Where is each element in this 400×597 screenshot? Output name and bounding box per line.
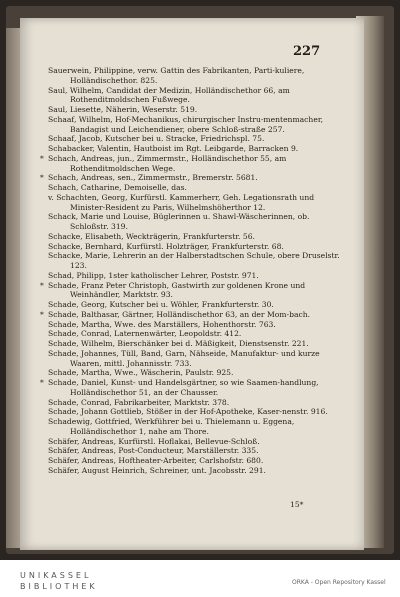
entry-text: Schäfer, Andreas, Kurfürstl. Hoflakai, Bellevue-Schloß.: [48, 436, 260, 446]
entry-text: Schade, Johannes, Tüll, Band, Garn, Nähseide, Manufaktur- und kurze Waaren, mittl. Johannisstr. 733.: [48, 348, 320, 368]
entry-text: Schadewig, Gottfried, Werkführer bei u. Thielemann u. Eggena, Holländischethor 1, nahe am Thore.: [48, 417, 295, 436]
directory-entry: [48, 251, 344, 271]
directory-entry: [48, 271, 344, 281]
entry-text: Schacke, Bernhard, Kurfürstl. Holzträger, Frankfurterstr. 68.: [48, 241, 284, 251]
directory-entry: [40, 153, 344, 174]
library-logo-line1: UNIKASSEL: [20, 571, 92, 580]
entry-text: Schaaf, Wilhelm, Hof-Mechanikus, chirurgischer Instru-mentenmacher, Bandagist und Leichendiener, obere Schloß-straße 257.: [48, 114, 324, 134]
directory-entry: [48, 193, 344, 213]
asterisk-marker: *: [40, 280, 44, 290]
entry-text: Schade, Wilhelm, Bierschänker bei d. Mäßigkeit, Dienstsenstr. 221.: [48, 339, 309, 348]
directory-entry: [48, 134, 344, 144]
directory-entry: [48, 66, 344, 86]
directory-entry: [48, 407, 344, 417]
directory-entry: [48, 320, 344, 330]
asterisk-marker: *: [40, 309, 44, 319]
directory-entries: [40, 66, 344, 476]
printer-signature: 15*: [290, 500, 304, 509]
directory-entry: [40, 378, 344, 398]
asterisk-marker: *: [40, 153, 44, 163]
directory-entry: [40, 309, 344, 320]
directory-entry: [48, 349, 344, 369]
entry-text: Schach, Andreas, jun., Zimmermstr., Holländischethor 55, am Rothenditmoldschen Wege.: [48, 153, 287, 173]
directory-entry: [48, 466, 344, 476]
entry-text: Schade, Conrad, Laternenwärter, Leopoldstr. 412.: [48, 329, 242, 339]
entry-text: Schade, Johann Gottlieb, Stößer in der Hof-Apotheke, Kaser-nenstr. 916.: [48, 407, 328, 417]
directory-entry: [48, 242, 344, 252]
directory-entry: [48, 144, 344, 154]
entry-text: Schade, Martha, Wwe. des Marställers, Hohenthorstr. 763.: [48, 319, 276, 329]
asterisk-marker: *: [40, 173, 44, 183]
entry-text: Schäfer, Andreas, Hoftheater-Arbeiter, Carlshofstr. 680.: [48, 456, 264, 465]
directory-entry: [48, 105, 344, 115]
entry-text: Saul, Wilhelm, Candidat der Medizin, Holländischethor 66, am Rothenditmoldschen Fußwege.: [48, 85, 290, 105]
library-logo-line2: BIBLIOTHEK: [20, 582, 98, 591]
directory-entry: [48, 86, 344, 106]
entry-text: Schaaf, Jacob, Kutscher bei u. Stracke, Friedrichspl. 75.: [48, 134, 265, 144]
directory-entry: [48, 417, 344, 437]
entry-text: Schabacker, Valentin, Hautboist im Rgt. Leibgarde, Barracken 9.: [48, 144, 299, 153]
entry-text: Schade, Conrad, Fabrikarbeiter, Marktstr. 378.: [48, 397, 230, 407]
entry-text: v. Schachten, Georg, Kurfürstl. Kammerherr, Geh. Legationsrath und Minister-Resident zu Paris, Wilhelmshöherthor 12.: [48, 192, 315, 212]
entry-text: Schade, Daniel, Kunst- und Handelsgärtner, so wie Saamen-handlung, Holländischethor 51, an der Chausser.: [48, 378, 319, 397]
entry-text: Schäfer, August Heinrich, Schreiner, unt. Jacobsstr. 291.: [48, 465, 266, 475]
repository-credit[interactable]: ORKA - Open Repository Kassel: [292, 579, 386, 586]
entry-text: Saul, Liesette, Näherin, Weserstr. 519.: [48, 105, 198, 114]
directory-entry: [48, 368, 344, 378]
entry-text: Schade, Georg, Kutscher bei u. Wöhler, Frankfurterstr. 30.: [48, 300, 274, 309]
entry-text: Schack, Marie und Louise, Büglerinnen u. Shawl-Wäscherinnen, ob. Schloßstr. 319.: [48, 212, 310, 231]
entry-text: Schade, Martha, Wwe., Wäscherin, Paulstr. 925.: [48, 368, 234, 378]
directory-entry: [48, 329, 344, 339]
entry-text: Schach, Catharine, Demoiselle, das.: [48, 183, 187, 192]
directory-entry: [48, 456, 344, 466]
entry-text: Schade, Balthasar, Gärtner, Holländischethor 63, an der Mom-bach.: [48, 309, 311, 319]
directory-entry: [48, 300, 344, 310]
entry-text: Schäfer, Andreas, Post-Conducteur, Marställerstr. 335.: [48, 446, 259, 456]
directory-entry: [48, 437, 344, 447]
directory-entry: [40, 173, 344, 183]
entry-text: Sauerwein, Philippine, verw. Gattin des Fabrikanten, Parti-kuliere, Holländischethor. 825.: [48, 66, 305, 85]
directory-entry: [48, 398, 344, 408]
directory-entry: [48, 446, 344, 456]
directory-entry: [40, 280, 344, 301]
directory-entry: [48, 115, 344, 135]
directory-entry: [48, 212, 344, 232]
directory-entry: [48, 183, 344, 193]
asterisk-marker: *: [40, 378, 44, 387]
directory-entry: [48, 232, 344, 242]
directory-entry: [48, 339, 344, 349]
entry-text: Schacke, Marie, Lehrerin an der Halberstadtschen Schule, obere Druselstr. 123.: [48, 251, 340, 270]
entry-text: Schade, Franz Peter Christoph, Gastwirth zur goldenen Krone und Weinhändler, Marktstr. 93.: [48, 280, 306, 300]
entry-text: Schacke, Elisabeth, Weckträgerin, Frankfurterstr. 56.: [48, 231, 255, 241]
page-number: 227: [293, 44, 321, 59]
entry-text: Schach, Andreas, sen., Zimmermstr., Bremerstr. 5681.: [48, 173, 258, 183]
entry-text: Schad, Philipp, 1ster katholischer Lehrer, Poststr. 971.: [48, 270, 259, 280]
